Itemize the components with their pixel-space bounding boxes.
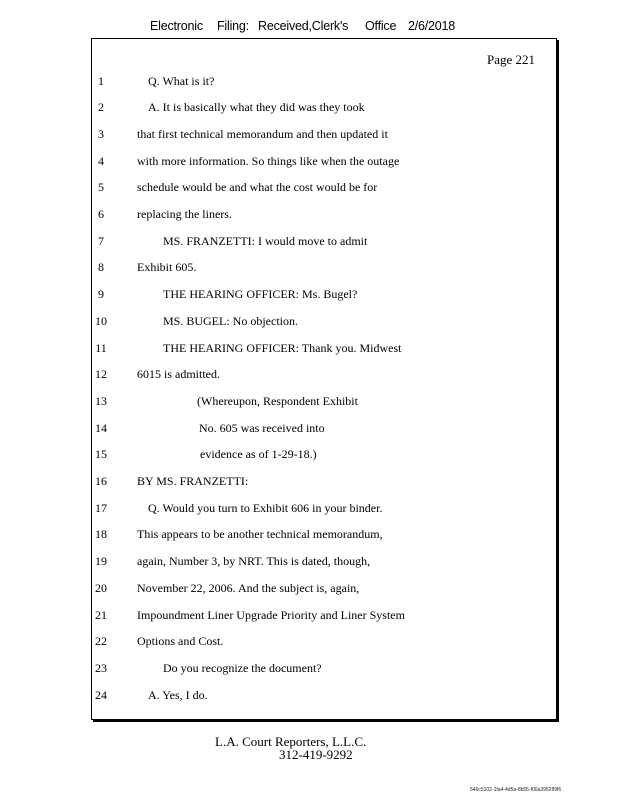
line-number: 16 bbox=[95, 474, 107, 488]
line-number: 14 bbox=[95, 420, 107, 435]
line-text: again, Number 3, by NRT. This is dated, though, bbox=[137, 554, 371, 569]
transcript-line bbox=[0, 607, 560, 623]
line-text: (Whereupon, Respondent Exhibit bbox=[197, 393, 358, 408]
transcript-line bbox=[0, 179, 560, 195]
line-text: THE HEARING OFFICER: Thank you. Midwest bbox=[163, 340, 402, 355]
line-text: BY MS. FRANZETTI: bbox=[137, 474, 249, 488]
line-number: 9 bbox=[98, 287, 104, 302]
line-number: 10 bbox=[95, 313, 107, 328]
line-number: 19 bbox=[95, 554, 107, 569]
line-number: 13 bbox=[95, 393, 107, 408]
line-number: 11 bbox=[95, 340, 107, 355]
line-number: 8 bbox=[98, 260, 104, 275]
line-text: November 22, 2006. And the subject is, again, bbox=[137, 580, 360, 595]
header-word-received: Received,Clerk's bbox=[258, 19, 349, 33]
line-number: 4 bbox=[98, 153, 104, 168]
footer-phone: 312-419-9292 bbox=[279, 747, 353, 762]
header-word-office: Office bbox=[365, 19, 397, 33]
line-text: Q. What is it? bbox=[148, 73, 215, 88]
line-text: A. Yes, I do. bbox=[148, 687, 208, 702]
line-text: Options and Cost. bbox=[137, 634, 224, 649]
transcript-line bbox=[0, 206, 560, 222]
transcript-line bbox=[0, 687, 560, 703]
line-text: No. 605 was received into bbox=[199, 420, 325, 435]
line-text: Exhibit 605. bbox=[137, 260, 197, 275]
line-number: 5 bbox=[98, 180, 104, 195]
line-number: 3 bbox=[98, 126, 104, 141]
line-text: replacing the liners. bbox=[137, 207, 232, 221]
line-number: 15 bbox=[95, 447, 107, 462]
line-number: 20 bbox=[95, 580, 107, 595]
line-text: Q. Would you turn to Exhibit 606 in your binder. bbox=[148, 500, 383, 515]
line-number: 2 bbox=[98, 100, 104, 115]
transcript-line bbox=[0, 366, 560, 382]
line-text: Impoundment Liner Upgrade Priority and Liner System bbox=[137, 607, 405, 622]
line-text: Do you recognize the document? bbox=[163, 660, 322, 675]
line-text: MS. FRANZETTI: I would move to admit bbox=[163, 233, 368, 248]
header-date: 2/6/2018 bbox=[408, 19, 456, 33]
line-text: 6015 is admitted. bbox=[137, 367, 220, 382]
line-number: 24 bbox=[95, 687, 107, 702]
transcript-line bbox=[0, 73, 560, 89]
line-number: 12 bbox=[95, 367, 107, 382]
transcript-line bbox=[0, 500, 560, 516]
line-text: MS. BUGEL: No objection. bbox=[163, 313, 298, 328]
line-number: 21 bbox=[95, 607, 107, 622]
line-text: A. It is basically what they did was they took bbox=[148, 100, 365, 115]
page-number: Page 221 bbox=[487, 52, 536, 67]
transcript-line bbox=[0, 633, 560, 649]
transcript-line bbox=[0, 446, 560, 462]
transcript-line bbox=[0, 580, 560, 596]
header-word-electronic: Electronic bbox=[150, 19, 203, 33]
line-number: 23 bbox=[95, 660, 107, 675]
line-text: evidence as of 1-29-18.) bbox=[200, 447, 317, 462]
line-text: THE HEARING OFFICER: Ms. Bugel? bbox=[163, 287, 358, 302]
line-number: 17 bbox=[95, 500, 107, 515]
line-number: 18 bbox=[95, 527, 107, 542]
transcript-line bbox=[0, 553, 560, 569]
transcript-line bbox=[0, 393, 560, 409]
transcript-line bbox=[0, 420, 560, 436]
transcript-line bbox=[0, 126, 560, 142]
transcript-line bbox=[0, 340, 560, 356]
transcript-line bbox=[0, 153, 560, 169]
header-word-filing: Filing: bbox=[217, 19, 249, 33]
line-number: 7 bbox=[98, 233, 104, 248]
transcript-line bbox=[0, 233, 560, 249]
line-text: that first technical memorandum and then updated it bbox=[137, 126, 388, 141]
line-text: with more information. So things like when the outage bbox=[137, 153, 400, 168]
transcript-line bbox=[0, 313, 560, 329]
line-number: 6 bbox=[98, 207, 104, 221]
footer-company: L.A. Court Reporters, L.L.C. bbox=[215, 734, 367, 749]
line-number: 22 bbox=[95, 634, 107, 649]
transcript-line bbox=[0, 660, 560, 676]
line-text: This appears to be another technical memorandum, bbox=[137, 527, 383, 542]
transcript-line bbox=[0, 99, 560, 115]
document-id: 546c5102-1fa4-4d5a-8b55-f00a395289f6 bbox=[470, 787, 562, 793]
line-text: schedule would be and what the cost would be for bbox=[137, 180, 378, 195]
transcript-line bbox=[0, 259, 560, 275]
transcript-line bbox=[0, 473, 560, 489]
transcript-line bbox=[0, 286, 560, 302]
line-number: 1 bbox=[98, 73, 104, 88]
transcript-line bbox=[0, 526, 560, 542]
